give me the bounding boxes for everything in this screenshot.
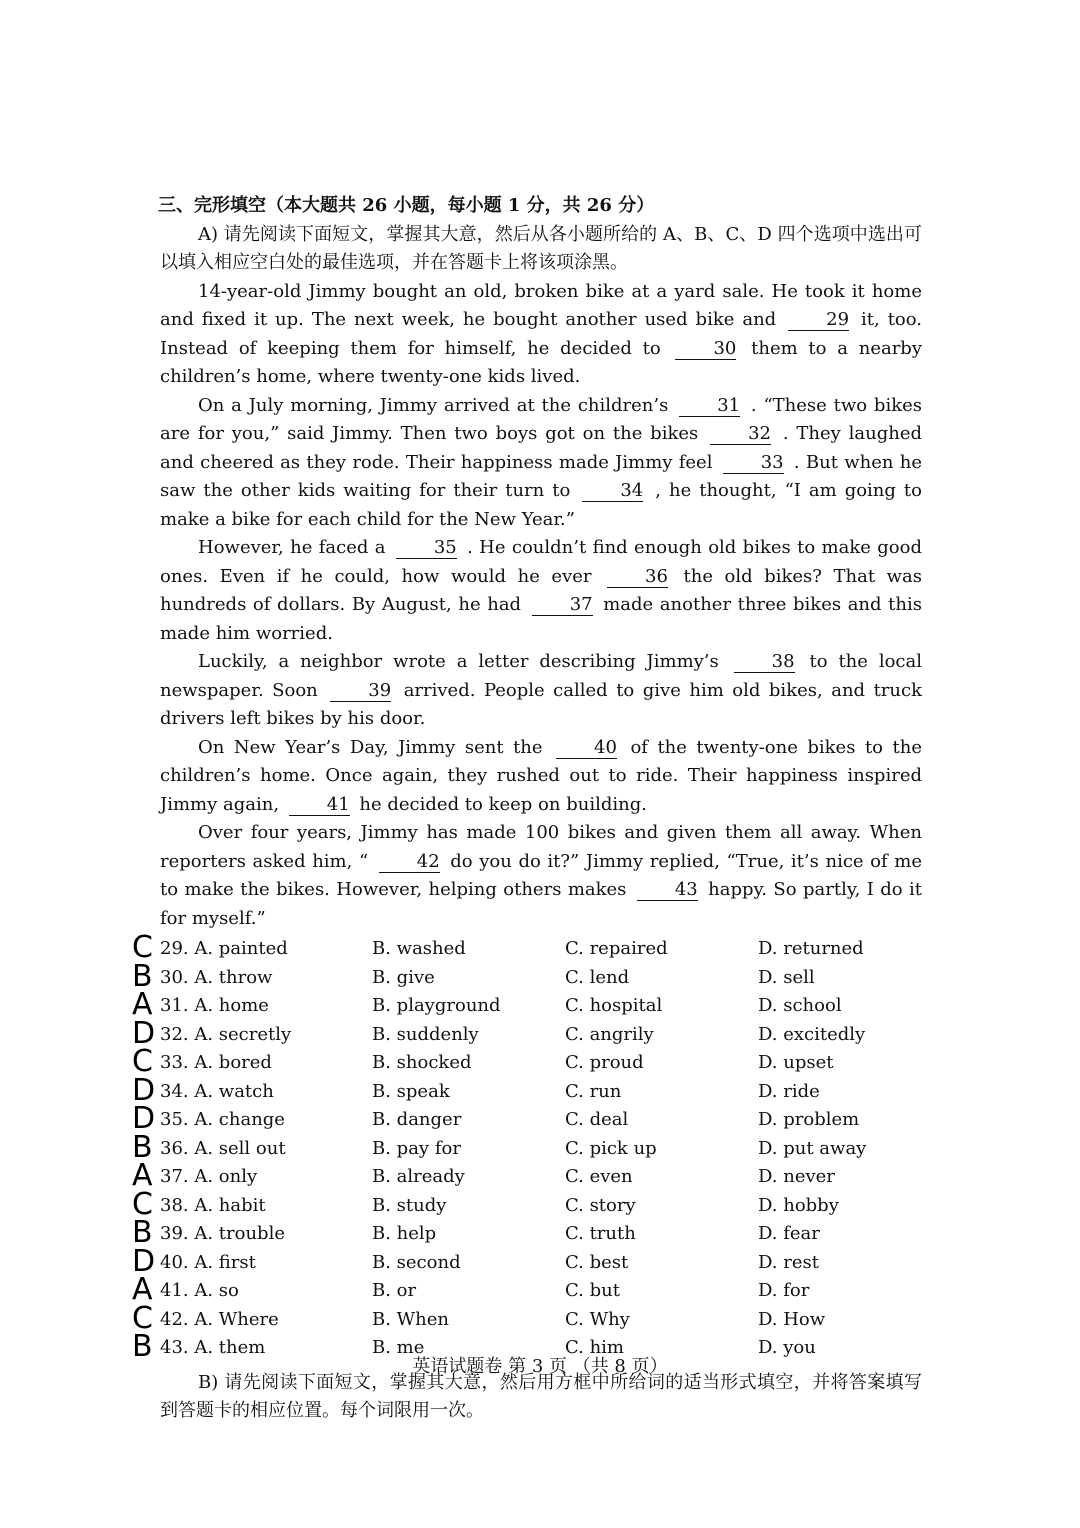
- section-title: 三、完形填空（本大题共 26 小题，每小题 1 分，共 26 分）: [158, 195, 655, 216]
- option-c: C. repaired: [565, 938, 668, 959]
- part-b-instruction: B) 请先阅读下面短文，掌握其大意，然后用方框中所给词的适当形式填空，并将答案填写到答题卡的相应位置。每个词限用一次。: [160, 1371, 922, 1421]
- passage-text: On a July morning, Jimmy arrived at the children’s: [198, 394, 676, 416]
- handwritten-answer: B: [132, 958, 152, 994]
- handwritten-answer: D: [132, 1101, 155, 1136]
- handwritten-answer: B: [132, 1129, 152, 1165]
- option-num: 42. A. Where: [160, 1308, 279, 1330]
- blank-39: 39: [330, 681, 391, 702]
- option-c: C. Why: [565, 1308, 630, 1330]
- question-row: [132, 1015, 922, 1051]
- option-d: D. sell: [758, 966, 815, 988]
- question-row: [132, 930, 922, 965]
- option-b: B. danger: [372, 1109, 462, 1130]
- option-c: C. lend: [565, 966, 630, 988]
- option-num: 36. A. sell out: [160, 1137, 286, 1159]
- handwritten-answer: A: [132, 987, 152, 1022]
- question-row: [132, 1101, 922, 1136]
- question-row: [132, 1044, 922, 1079]
- passage-text: them to a nearby children’s home, where twenty-one kids lived.: [160, 337, 922, 387]
- option-b: B. help: [372, 1223, 437, 1244]
- option-c: C. even: [565, 1166, 633, 1187]
- exam-content: [132, 192, 923, 1426]
- passage-text: to the local newspaper. Soon: [160, 651, 922, 701]
- option-num: 35. A. change: [160, 1109, 285, 1130]
- passage-text: . But when he saw the other kids waiting for their turn to: [160, 451, 922, 501]
- part-a-instruction: A) 请先阅读下面短文，掌握其大意，然后从各小题所给的 A、B、C、D 四个选项中选出可以填入相应空白处的最佳选项，并在答题卡上将该项涂黑。: [160, 223, 922, 273]
- question-row: [132, 958, 922, 994]
- option-num: 32. A. secretly: [160, 1023, 292, 1045]
- passage-text: Over four years, Jimmy has made 100 bikes and given them all away. When reporters asked him, “: [160, 822, 922, 872]
- option-num: 31. A. home: [160, 995, 269, 1016]
- page-footer: 英语试题卷 第 3 页 （共 8 页）: [412, 1356, 668, 1377]
- handwritten-answer: D: [132, 1243, 155, 1279]
- option-b: B. When: [372, 1308, 450, 1330]
- option-num: 41. A. so: [160, 1280, 239, 1301]
- passage-text: , he thought, “I am going to make a bike for each child for the New Year.”: [160, 480, 923, 530]
- passage-text: . They laughed and cheered as they rode. Their happiness made Jimmy feel: [160, 423, 922, 473]
- option-c: C. angrily: [565, 1023, 654, 1045]
- option-d: D. put away: [758, 1137, 867, 1159]
- option-b: B. pay for: [372, 1137, 461, 1159]
- option-num: 40. A. first: [160, 1251, 256, 1273]
- question-row: [132, 1272, 922, 1307]
- blank-40: 40: [556, 738, 617, 759]
- passage-text: 14-year-old Jimmy bought an old, broken bike at a yard sale. He took it home and fixed it up. The next week, he bought another used bike and: [160, 280, 922, 330]
- option-d: D. you: [758, 1337, 816, 1358]
- question-row: [132, 1129, 922, 1165]
- blank-41: 41: [289, 795, 350, 816]
- option-d: D. for: [758, 1280, 810, 1301]
- handwritten-answer: B: [132, 1329, 152, 1364]
- blank-42: 42: [379, 852, 440, 873]
- passage-paragraph: [160, 278, 922, 392]
- passage-text: . “These two bikes are for you,” said Jimmy. Then two boys got on the bikes: [160, 394, 922, 444]
- handwritten-answer: A: [132, 1158, 152, 1193]
- passage-text: the old bikes? That was hundreds of dollars. By August, he had: [160, 565, 922, 615]
- question-row: [132, 1186, 922, 1222]
- option-c: C. but: [565, 1280, 620, 1301]
- option-d: D. How: [758, 1308, 826, 1330]
- option-c: C. story: [565, 1194, 636, 1216]
- option-d: D. returned: [758, 938, 864, 959]
- option-b: B. speak: [372, 1080, 450, 1102]
- handwritten-answer: D: [132, 1072, 155, 1108]
- option-num: 30. A. throw: [160, 966, 273, 988]
- handwritten-answer: A: [132, 1272, 152, 1307]
- blank-37: 37: [532, 595, 593, 616]
- option-num: 34. A. watch: [160, 1080, 274, 1102]
- passage-text: On New Year’s Day, Jimmy sent the: [198, 736, 553, 758]
- blank-43: 43: [637, 880, 698, 901]
- blank-34: 34: [582, 481, 643, 502]
- question-row: [132, 987, 922, 1022]
- passage-text: do you do it?” Jimmy replied, “True, it’s nice of me to make the bikes. However, helping others makes: [160, 850, 922, 900]
- option-b: B. suddenly: [372, 1023, 479, 1045]
- option-b: B. second: [372, 1251, 461, 1273]
- blank-29: 29: [788, 310, 849, 331]
- blank-35: 35: [396, 538, 457, 559]
- question-row: [132, 1158, 922, 1193]
- passage-text: of the twenty-one bikes to the children’s home. Once again, they rushed out to ride. Their happiness inspired Jimmy again,: [160, 736, 922, 815]
- option-num: 38. A. habit: [160, 1194, 266, 1216]
- passage-text: Luckily, a neighbor wrote a letter describing Jimmy’s: [198, 651, 730, 672]
- option-num: 43. A. them: [160, 1337, 266, 1358]
- blank-30: 30: [675, 339, 736, 360]
- option-d: D. ride: [758, 1080, 820, 1102]
- option-num: 37. A. only: [160, 1166, 258, 1187]
- cloze-passage: [160, 278, 922, 934]
- passage-paragraph: [160, 819, 922, 933]
- passage-text: he decided to keep on building.: [353, 793, 647, 815]
- option-b: B. already: [372, 1166, 465, 1187]
- option-d: D. fear: [758, 1223, 820, 1244]
- option-c: C. hospital: [565, 995, 663, 1016]
- handwritten-answer: C: [132, 1186, 152, 1222]
- question-row: [132, 1243, 922, 1279]
- handwritten-answer: D: [132, 1015, 155, 1051]
- question-row: [132, 1072, 922, 1108]
- option-b: B. give: [372, 966, 435, 988]
- option-d: D. school: [758, 995, 842, 1016]
- question-row: [132, 1215, 922, 1250]
- blank-33: 33: [723, 453, 784, 474]
- blank-32: 32: [710, 424, 771, 445]
- handwritten-answer: B: [132, 1215, 152, 1250]
- option-b: B. study: [372, 1194, 447, 1216]
- option-c: C. deal: [565, 1109, 629, 1130]
- passage-text: happy. So partly, I do it for myself.”: [160, 879, 922, 929]
- blank-31: 31: [679, 396, 740, 417]
- option-num: 33. A. bored: [160, 1052, 272, 1073]
- passage-paragraph: [160, 648, 922, 734]
- passage-paragraph: [160, 534, 922, 648]
- handwritten-answer: C: [132, 930, 152, 965]
- option-d: D. rest: [758, 1251, 819, 1273]
- option-num: 29. A. painted: [160, 938, 288, 959]
- handwritten-answer: C: [132, 1300, 152, 1336]
- option-d: D. problem: [758, 1109, 860, 1130]
- passage-text: made another three bikes and this made him worried.: [160, 594, 922, 644]
- option-d: D. excitedly: [758, 1023, 866, 1045]
- passage-text: arrived. People called to give him old bikes, and truck drivers left bikes by his door.: [160, 679, 922, 729]
- passage-text: it, too. Instead of keeping them for himself, he decided to: [160, 309, 923, 359]
- option-c: C. truth: [565, 1223, 636, 1244]
- option-c: C. pick up: [565, 1137, 657, 1159]
- option-c: C. him: [565, 1337, 624, 1358]
- option-b: B. me: [372, 1337, 425, 1358]
- option-c: C. run: [565, 1080, 622, 1102]
- option-b: B. playground: [372, 995, 501, 1016]
- passage-paragraph: [160, 392, 922, 535]
- option-num: 39. A. trouble: [160, 1223, 285, 1244]
- handwritten-answer: C: [132, 1044, 152, 1079]
- blank-38: 38: [734, 652, 795, 673]
- option-d: D. never: [758, 1166, 835, 1187]
- passage-text: However, he faced a: [198, 537, 392, 558]
- option-b: B. shocked: [372, 1052, 472, 1073]
- question-row: [132, 1300, 922, 1336]
- option-d: D. hobby: [758, 1194, 839, 1216]
- option-b: B. washed: [372, 938, 466, 959]
- passage-paragraph: [160, 734, 922, 820]
- passage-text: . He couldn’t find enough old bikes to make good ones. Even if he could, how would he ever: [160, 537, 922, 587]
- blank-36: 36: [607, 567, 668, 588]
- option-c: C. best: [565, 1251, 629, 1273]
- option-d: D. upset: [758, 1052, 834, 1073]
- option-c: C. proud: [565, 1052, 644, 1073]
- option-b: B. or: [372, 1280, 417, 1301]
- answer-options: [132, 930, 922, 1364]
